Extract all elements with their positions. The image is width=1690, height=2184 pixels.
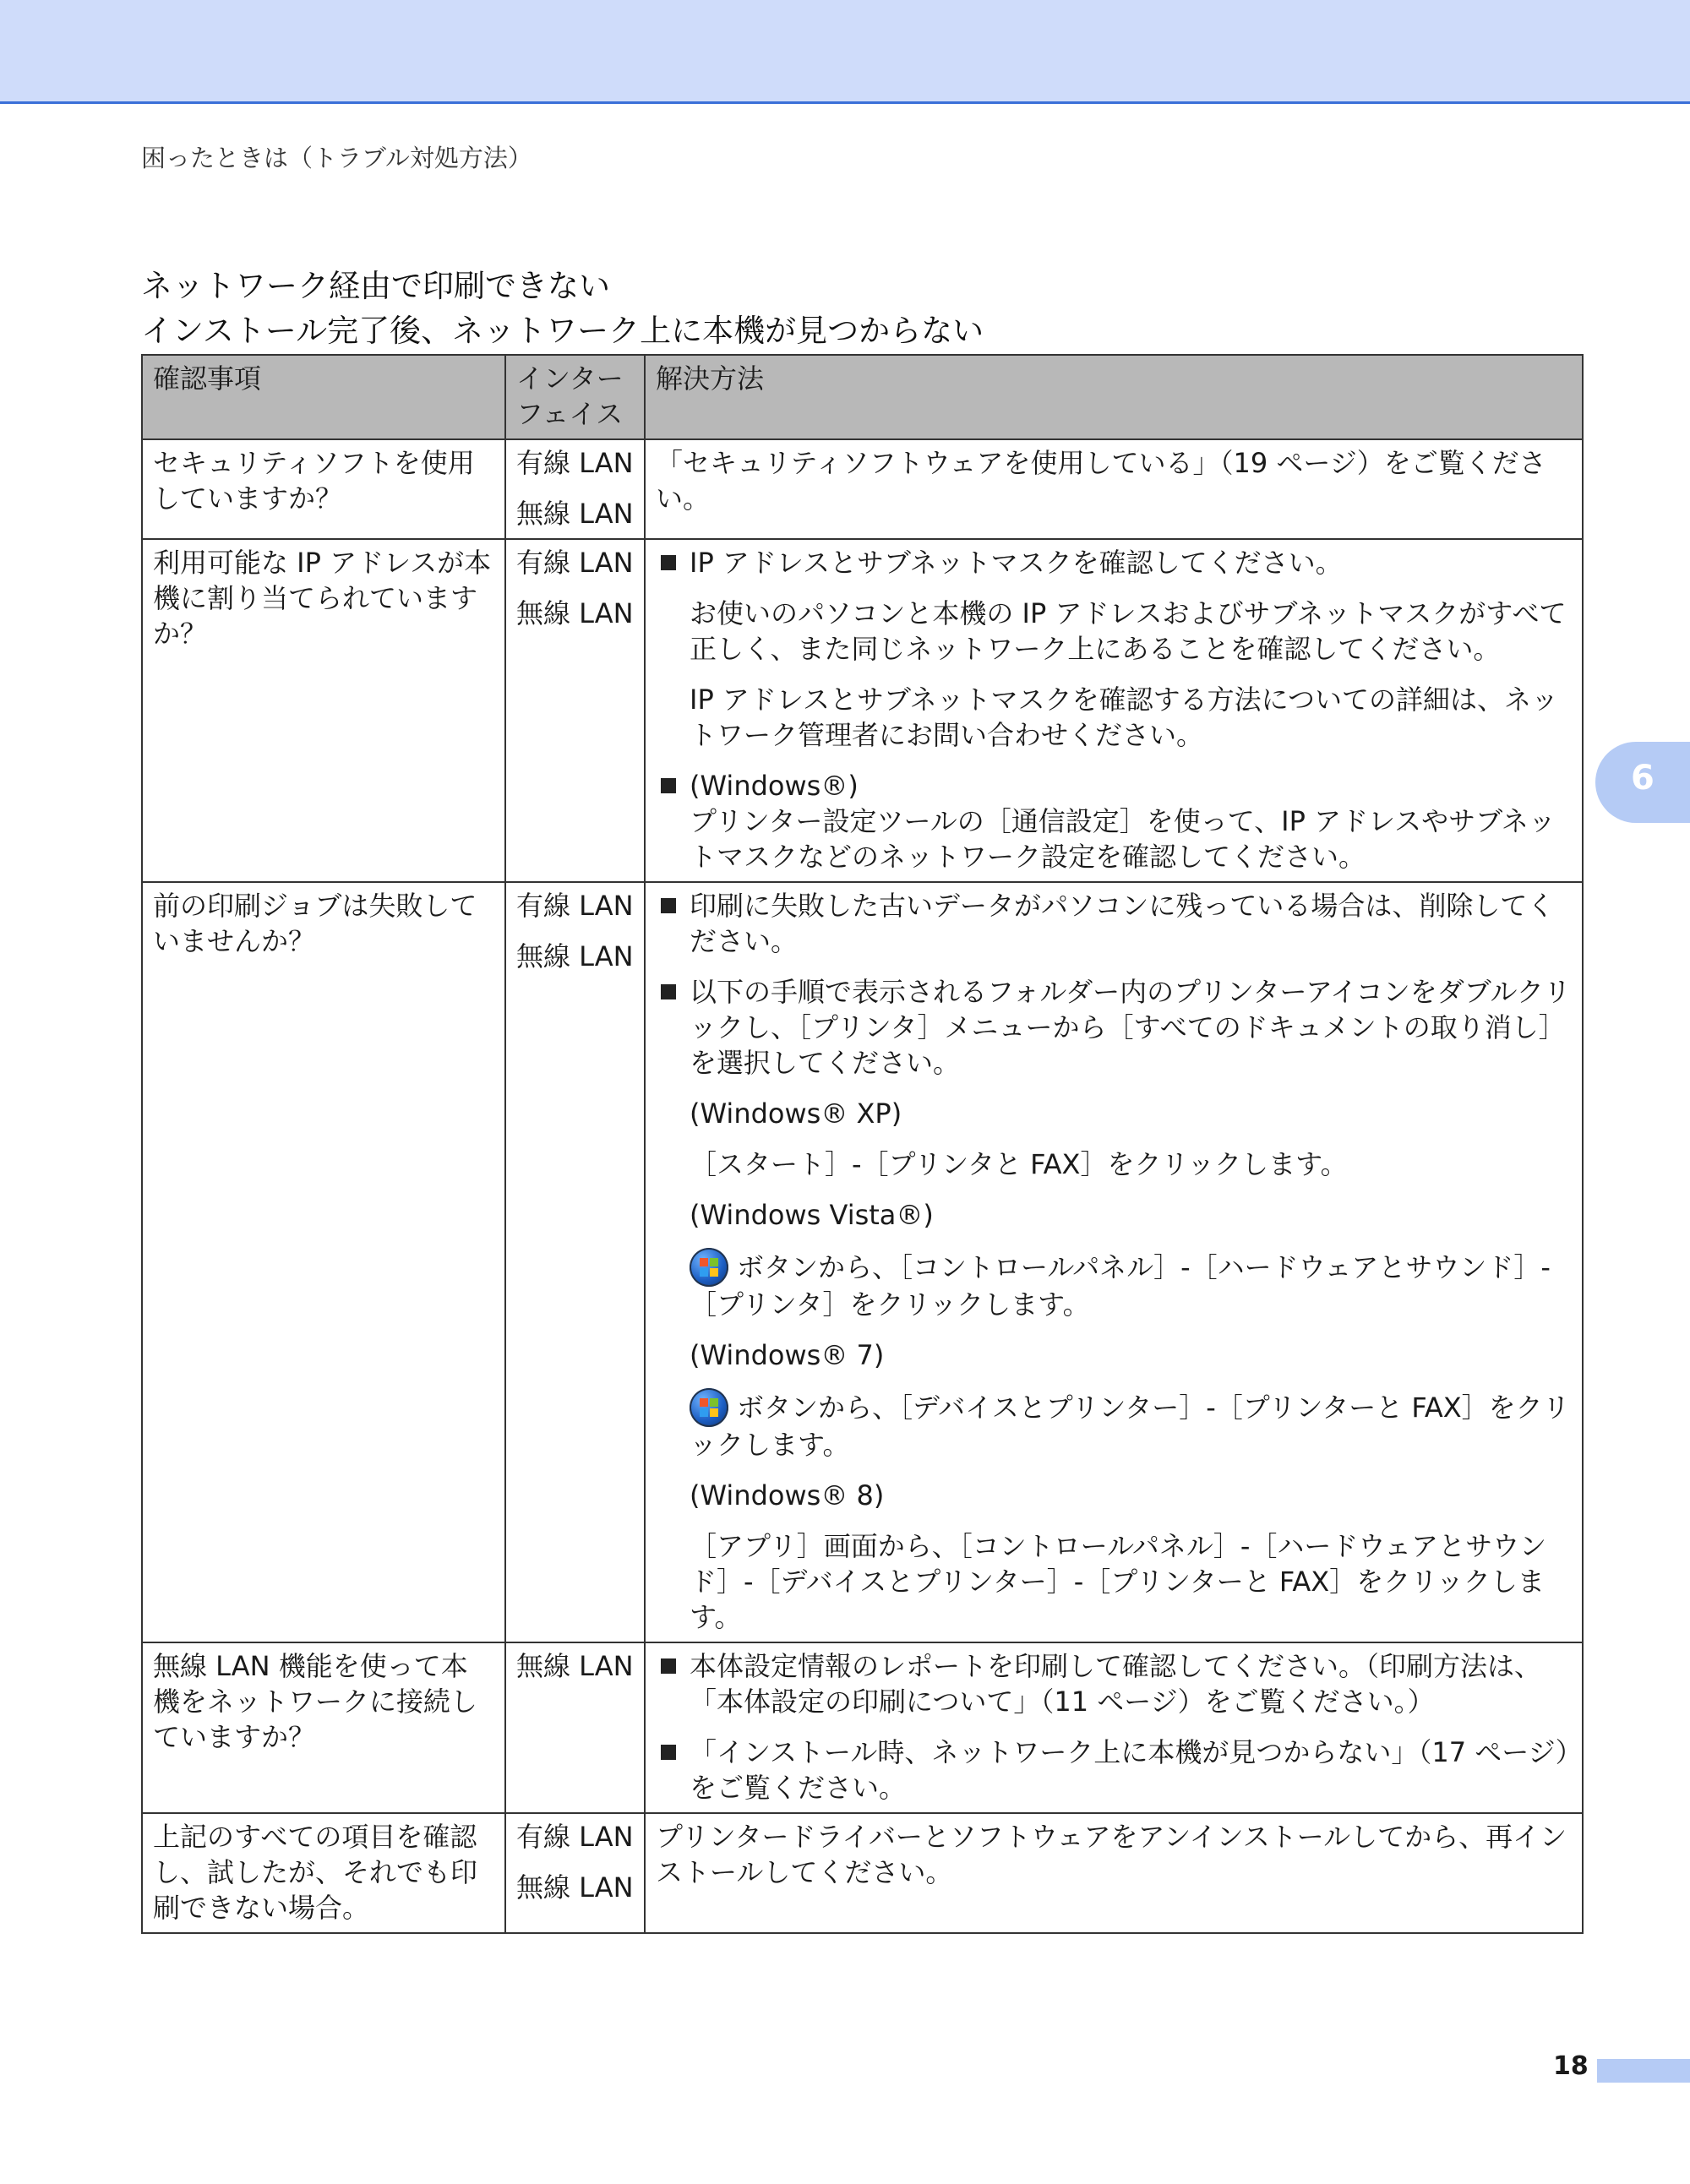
interface-label: 無線 LAN	[516, 1871, 634, 1904]
detail-text: お使いのパソコンと本機の IP アドレスおよびサブネットマスクがすべて正しく、また同じネットワーク上にあることを確認してください。	[690, 597, 1567, 665]
interface-label: 無線 LAN	[516, 1650, 634, 1682]
square-bullet-icon	[661, 898, 676, 913]
check-cell: 無線 LAN 機能を使って本機をネットワークに接続していますか？	[142, 1642, 505, 1813]
table-row	[142, 1642, 1583, 1813]
square-bullet-icon	[661, 778, 676, 793]
table-row	[142, 439, 1583, 539]
breadcrumb: 困ったときは（トラブル対処方法）	[141, 144, 532, 172]
interface-cell	[505, 1813, 645, 1933]
interface-label: 有線 LAN	[516, 1821, 634, 1853]
header-interface: インター フェイス	[505, 355, 645, 439]
check-cell: 利用可能な IP アドレスが本機に割り当てられていますか？	[142, 539, 505, 882]
bullet-item	[656, 768, 1572, 874]
page-bar	[1597, 2059, 1690, 2083]
os-label: (Windows® 7)	[690, 1339, 885, 1371]
top-band	[0, 0, 1690, 104]
windows-start-orb-icon	[690, 1388, 728, 1427]
bullet-text: 本体設定情報のレポートを印刷して確認してください。（印刷方法は、「本体設定の印刷について」（11 ページ）をご覧ください。）	[690, 1650, 1542, 1718]
os-label: (Windows® 8)	[690, 1479, 885, 1511]
troubleshooting-table	[141, 354, 1584, 1934]
solution-cell	[645, 882, 1583, 1642]
os-step: ボタンから、［コントロールパネル］-［ハードウェアとサウンド］-［プリンタ］をクリックします。	[690, 1251, 1551, 1321]
title-line-2: インストール完了後、ネットワーク上に本機が見つからない	[141, 313, 984, 349]
interface-label: 無線 LAN	[516, 498, 634, 530]
solution-cell: プリンタードライバーとソフトウェアをアンインストールしてから、再インストールしてください。	[645, 1813, 1583, 1933]
table-row	[142, 539, 1583, 882]
table-row	[142, 1813, 1583, 1933]
square-bullet-icon	[661, 555, 676, 570]
interface-label: 有線 LAN	[516, 447, 634, 479]
interface-cell	[505, 539, 645, 882]
interface-cell	[505, 882, 645, 1642]
os-label: (Windows® XP)	[690, 1097, 902, 1130]
interface-label: 有線 LAN	[516, 890, 634, 922]
check-cell: セキュリティソフトを使用していますか？	[142, 439, 505, 539]
page-title	[141, 264, 984, 353]
square-bullet-icon	[661, 984, 676, 999]
square-bullet-icon	[661, 1658, 676, 1674]
os-label: (Windows Vista®)	[690, 1199, 934, 1231]
bullet-text: IP アドレスとサブネットマスクを確認してください。	[690, 547, 1343, 579]
bullet-item	[656, 888, 1572, 959]
check-cell: 上記のすべての項目を確認し、試したが、それでも印刷できない場合。	[142, 1813, 505, 1933]
solution-cell	[645, 1642, 1583, 1813]
solution-cell: 「セキュリティソフトウェアを使用している」（19 ページ）をご覧ください。	[645, 439, 1583, 539]
chapter-number: 6	[1631, 759, 1655, 798]
title-line-1: ネットワーク経由で印刷できない	[141, 268, 610, 304]
os-step-with-icon	[690, 1388, 1572, 1462]
detail-text: IP アドレスとサブネットマスクを確認する方法についての詳細は、ネットワーク管理者にお問い合わせください。	[690, 684, 1559, 751]
check-cell: 前の印刷ジョブは失敗していませんか？	[142, 882, 505, 1642]
os-step-with-icon	[690, 1248, 1572, 1322]
square-bullet-icon	[661, 1745, 676, 1760]
table-row	[142, 882, 1583, 1642]
bullet-text: 「インストール時、ネットワーク上に本機が見つからない」（17 ページ）をご覧ください。	[690, 1736, 1569, 1804]
header-check: 確認事項	[142, 355, 505, 439]
page-number: 18	[1553, 2051, 1589, 2081]
chapter-tab	[1595, 742, 1690, 823]
interface-label: 有線 LAN	[516, 547, 634, 579]
bullet-item	[656, 1735, 1572, 1805]
bullet-text: 以下の手順で表示されるフォルダー内のプリンターアイコンをダブルクリックし、［プリンタ］メニューから［すべてのドキュメントの取り消し］を選択してください。	[690, 976, 1571, 1079]
interface-cell	[505, 439, 645, 539]
interface-cell	[505, 1642, 645, 1813]
table-header-row	[142, 355, 1583, 439]
bullet-text: 印刷に失敗した古いデータがパソコンに残っている場合は、削除してください。	[690, 890, 1555, 957]
windows-start-orb-icon	[690, 1248, 728, 1287]
bullet-item	[656, 974, 1572, 1635]
os-step: ボタンから、［デバイスとプリンター］-［プリンターと FAX］をクリックします。	[690, 1392, 1570, 1461]
bullet-item	[656, 545, 1572, 753]
bullet-item	[656, 1648, 1572, 1719]
os-label: (Windows®)	[690, 770, 859, 802]
interface-label: 無線 LAN	[516, 597, 634, 629]
os-step: ［アプリ］画面から、［コントロールパネル］-［ハードウェアとサウンド］-［デバイスとプリンター］-［プリンターと FAX］をクリックします。	[690, 1530, 1547, 1633]
interface-label: 無線 LAN	[516, 940, 634, 972]
solution-cell	[645, 539, 1583, 882]
bullet-text: プリンター設定ツールの［通信設定］を使って、IP アドレスやサブネットマスクなどのネットワーク設定を確認してください。	[690, 805, 1556, 873]
header-solution: 解決方法	[645, 355, 1583, 439]
os-step: ［スタート］-［プリンタと FAX］をクリックします。	[690, 1148, 1348, 1180]
